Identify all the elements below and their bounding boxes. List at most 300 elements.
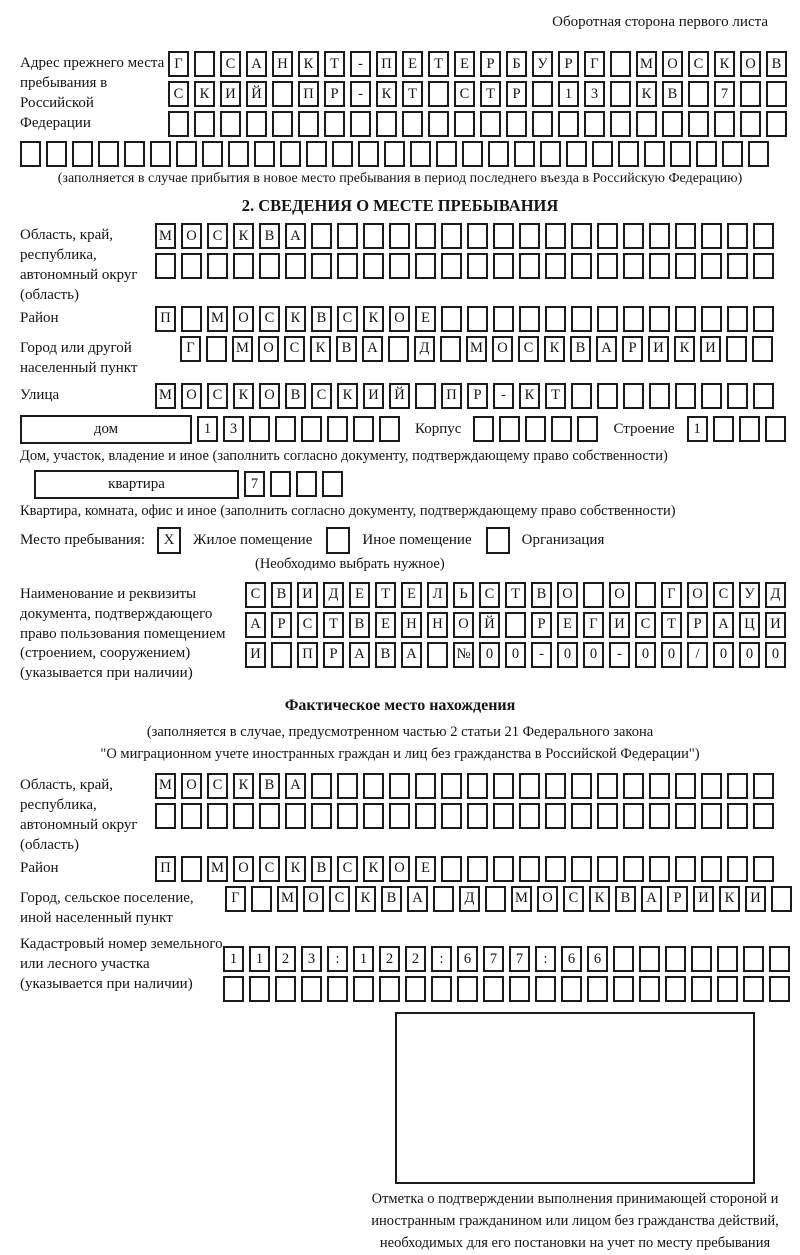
char-cell[interactable]	[765, 416, 786, 442]
char-cell[interactable]: Д	[414, 336, 435, 362]
char-cell[interactable]: М	[466, 336, 487, 362]
char-cell[interactable]: 0	[661, 642, 682, 668]
char-cell[interactable]: В	[311, 306, 332, 332]
char-cell[interactable]: Р	[667, 886, 688, 912]
char-cell[interactable]: А	[401, 642, 422, 668]
char-cell[interactable]: 0	[583, 642, 604, 668]
char-cell[interactable]: Т	[323, 612, 344, 638]
char-cell[interactable]: К	[544, 336, 565, 362]
char-cell[interactable]	[545, 803, 566, 829]
char-cell[interactable]	[769, 976, 790, 1002]
char-cell[interactable]	[467, 856, 488, 882]
char-cell[interactable]	[433, 886, 454, 912]
char-cell[interactable]	[322, 471, 343, 497]
char-cell[interactable]: В	[531, 582, 552, 608]
char-cell[interactable]	[597, 383, 618, 409]
char-cell[interactable]: П	[155, 306, 176, 332]
char-cell[interactable]: К	[589, 886, 610, 912]
char-cell[interactable]	[98, 141, 119, 167]
char-cell[interactable]: О	[453, 612, 474, 638]
char-cell[interactable]	[545, 773, 566, 799]
char-cell[interactable]	[740, 81, 761, 107]
char-cell[interactable]	[181, 253, 202, 279]
char-cell[interactable]: В	[349, 612, 370, 638]
char-cell[interactable]: -	[350, 81, 371, 107]
char-cell[interactable]: К	[233, 383, 254, 409]
char-cell[interactable]: /	[687, 642, 708, 668]
char-cell[interactable]: С	[259, 856, 280, 882]
char-cell[interactable]: Т	[428, 51, 449, 77]
char-cell[interactable]	[298, 111, 319, 137]
char-cell[interactable]	[571, 803, 592, 829]
char-cell[interactable]	[72, 141, 93, 167]
char-cell[interactable]: 7	[714, 81, 735, 107]
char-cell[interactable]: О	[609, 582, 630, 608]
char-cell[interactable]: Р	[687, 612, 708, 638]
char-cell[interactable]	[675, 803, 696, 829]
char-cell[interactable]: А	[285, 773, 306, 799]
char-cell[interactable]	[545, 253, 566, 279]
char-cell[interactable]	[493, 223, 514, 249]
char-cell[interactable]	[662, 111, 683, 137]
char-cell[interactable]: П	[376, 51, 397, 77]
char-cell[interactable]	[639, 946, 660, 972]
char-cell[interactable]	[228, 141, 249, 167]
char-cell[interactable]: С	[284, 336, 305, 362]
char-cell[interactable]	[701, 383, 722, 409]
char-cell[interactable]	[587, 976, 608, 1002]
char-cell[interactable]	[249, 416, 270, 442]
char-cell[interactable]	[473, 416, 494, 442]
char-cell[interactable]	[358, 141, 379, 167]
char-cell[interactable]: О	[233, 856, 254, 882]
char-cell[interactable]	[337, 803, 358, 829]
char-cell[interactable]	[332, 141, 353, 167]
char-cell[interactable]	[415, 383, 436, 409]
stay-type-checkbox-zhiloe[interactable]: X	[157, 527, 181, 554]
char-cell[interactable]	[584, 111, 605, 137]
char-cell[interactable]: Е	[402, 51, 423, 77]
char-cell[interactable]	[701, 856, 722, 882]
char-cell[interactable]: Г	[661, 582, 682, 608]
char-cell[interactable]	[388, 336, 409, 362]
char-cell[interactable]	[363, 253, 384, 279]
char-cell[interactable]: О	[233, 306, 254, 332]
char-cell[interactable]	[545, 306, 566, 332]
char-cell[interactable]: 3	[223, 416, 244, 442]
char-cell[interactable]: 3	[301, 946, 322, 972]
char-cell[interactable]: И	[609, 612, 630, 638]
char-cell[interactable]	[675, 253, 696, 279]
char-cell[interactable]	[540, 141, 561, 167]
char-cell[interactable]: С	[311, 383, 332, 409]
char-cell[interactable]: С	[337, 856, 358, 882]
char-cell[interactable]	[353, 976, 374, 1002]
char-cell[interactable]: А	[641, 886, 662, 912]
char-cell[interactable]: Е	[557, 612, 578, 638]
char-cell[interactable]: Й	[246, 81, 267, 107]
char-cell[interactable]: Т	[661, 612, 682, 638]
char-cell[interactable]: П	[298, 81, 319, 107]
char-cell[interactable]	[493, 253, 514, 279]
char-cell[interactable]: 7	[509, 946, 530, 972]
char-cell[interactable]	[519, 803, 540, 829]
char-cell[interactable]	[337, 773, 358, 799]
char-cell[interactable]	[753, 253, 774, 279]
char-cell[interactable]: Г	[583, 612, 604, 638]
char-cell[interactable]	[220, 111, 241, 137]
char-cell[interactable]: О	[662, 51, 683, 77]
char-cell[interactable]: А	[596, 336, 617, 362]
char-cell[interactable]: -	[531, 642, 552, 668]
char-cell[interactable]	[752, 336, 773, 362]
char-cell[interactable]	[635, 582, 656, 608]
char-cell[interactable]	[376, 111, 397, 137]
char-cell[interactable]: Т	[480, 81, 501, 107]
char-cell[interactable]: А	[362, 336, 383, 362]
char-cell[interactable]: В	[375, 642, 396, 668]
char-cell[interactable]	[675, 773, 696, 799]
char-cell[interactable]	[769, 946, 790, 972]
char-cell[interactable]	[493, 803, 514, 829]
char-cell[interactable]: С	[688, 51, 709, 77]
char-cell[interactable]: 0	[557, 642, 578, 668]
char-cell[interactable]	[467, 773, 488, 799]
char-cell[interactable]	[571, 306, 592, 332]
char-cell[interactable]: Р	[324, 81, 345, 107]
char-cell[interactable]	[254, 141, 275, 167]
char-cell[interactable]: Р	[506, 81, 527, 107]
char-cell[interactable]	[623, 383, 644, 409]
char-cell[interactable]	[233, 803, 254, 829]
char-cell[interactable]	[753, 856, 774, 882]
char-cell[interactable]	[766, 81, 787, 107]
char-cell[interactable]: Е	[401, 582, 422, 608]
char-cell[interactable]	[285, 253, 306, 279]
char-cell[interactable]: 1	[223, 946, 244, 972]
char-cell[interactable]: К	[194, 81, 215, 107]
char-cell[interactable]	[505, 612, 526, 638]
char-cell[interactable]: К	[285, 306, 306, 332]
char-cell[interactable]: К	[636, 81, 657, 107]
char-cell[interactable]: У	[739, 582, 760, 608]
char-cell[interactable]	[561, 976, 582, 1002]
char-cell[interactable]: С	[207, 223, 228, 249]
char-cell[interactable]	[467, 223, 488, 249]
char-cell[interactable]	[296, 471, 317, 497]
char-cell[interactable]	[493, 856, 514, 882]
char-cell[interactable]	[379, 416, 400, 442]
char-cell[interactable]	[467, 306, 488, 332]
char-cell[interactable]	[558, 111, 579, 137]
char-cell[interactable]	[727, 223, 748, 249]
char-cell[interactable]	[727, 773, 748, 799]
char-cell[interactable]	[701, 773, 722, 799]
char-cell[interactable]	[644, 141, 665, 167]
char-cell[interactable]	[535, 976, 556, 1002]
char-cell[interactable]	[480, 111, 501, 137]
char-cell[interactable]: Г	[584, 51, 605, 77]
char-cell[interactable]	[571, 856, 592, 882]
char-cell[interactable]	[613, 946, 634, 972]
char-cell[interactable]: И	[245, 642, 266, 668]
char-cell[interactable]	[597, 306, 618, 332]
char-cell[interactable]: :	[327, 946, 348, 972]
char-cell[interactable]: С	[168, 81, 189, 107]
char-cell[interactable]: А	[245, 612, 266, 638]
char-cell[interactable]	[485, 886, 506, 912]
char-cell[interactable]	[649, 306, 670, 332]
char-cell[interactable]	[337, 223, 358, 249]
char-cell[interactable]: К	[298, 51, 319, 77]
char-cell[interactable]: 0	[713, 642, 734, 668]
char-cell[interactable]	[509, 976, 530, 1002]
char-cell[interactable]	[714, 111, 735, 137]
char-cell[interactable]	[272, 81, 293, 107]
char-cell[interactable]	[428, 81, 449, 107]
char-cell[interactable]	[311, 773, 332, 799]
char-cell[interactable]: П	[441, 383, 462, 409]
char-cell[interactable]	[275, 976, 296, 1002]
char-cell[interactable]	[353, 416, 374, 442]
char-cell[interactable]	[384, 141, 405, 167]
char-cell[interactable]	[519, 223, 540, 249]
char-cell[interactable]: С	[479, 582, 500, 608]
char-cell[interactable]: Н	[272, 51, 293, 77]
char-cell[interactable]: К	[233, 223, 254, 249]
char-cell[interactable]	[691, 946, 712, 972]
char-cell[interactable]	[181, 856, 202, 882]
char-cell[interactable]	[431, 976, 452, 1002]
char-cell[interactable]: О	[389, 856, 410, 882]
char-cell[interactable]: 6	[561, 946, 582, 972]
char-cell[interactable]	[415, 803, 436, 829]
char-cell[interactable]	[688, 81, 709, 107]
char-cell[interactable]	[493, 773, 514, 799]
char-cell[interactable]: :	[535, 946, 556, 972]
char-cell[interactable]	[428, 111, 449, 137]
char-cell[interactable]	[670, 141, 691, 167]
char-cell[interactable]	[597, 803, 618, 829]
char-cell[interactable]	[610, 111, 631, 137]
char-cell[interactable]: М	[155, 383, 176, 409]
char-cell[interactable]: 2	[275, 946, 296, 972]
char-cell[interactable]: Е	[454, 51, 475, 77]
char-cell[interactable]	[285, 803, 306, 829]
char-cell[interactable]: С	[259, 306, 280, 332]
char-cell[interactable]	[525, 416, 546, 442]
char-cell[interactable]: О	[740, 51, 761, 77]
char-cell[interactable]: В	[570, 336, 591, 362]
char-cell[interactable]: В	[259, 773, 280, 799]
char-cell[interactable]	[623, 773, 644, 799]
char-cell[interactable]	[311, 253, 332, 279]
char-cell[interactable]	[753, 773, 774, 799]
char-cell[interactable]: Т	[375, 582, 396, 608]
char-cell[interactable]	[623, 253, 644, 279]
char-cell[interactable]: С	[454, 81, 475, 107]
char-cell[interactable]: М	[232, 336, 253, 362]
char-cell[interactable]: 1	[249, 946, 270, 972]
char-cell[interactable]	[441, 223, 462, 249]
char-cell[interactable]	[545, 856, 566, 882]
char-cell[interactable]: 1	[687, 416, 708, 442]
char-cell[interactable]: Т	[402, 81, 423, 107]
char-cell[interactable]: С	[297, 612, 318, 638]
char-cell[interactable]: И	[220, 81, 241, 107]
char-cell[interactable]	[727, 803, 748, 829]
char-cell[interactable]: К	[674, 336, 695, 362]
char-cell[interactable]: Й	[389, 383, 410, 409]
char-cell[interactable]	[743, 976, 764, 1002]
char-cell[interactable]	[771, 886, 792, 912]
char-cell[interactable]: М	[207, 856, 228, 882]
char-cell[interactable]	[688, 111, 709, 137]
char-cell[interactable]	[363, 803, 384, 829]
char-cell[interactable]	[675, 306, 696, 332]
char-cell[interactable]: Д	[323, 582, 344, 608]
char-cell[interactable]	[467, 803, 488, 829]
char-cell[interactable]: В	[381, 886, 402, 912]
char-cell[interactable]: К	[337, 383, 358, 409]
char-cell[interactable]: Р	[480, 51, 501, 77]
char-cell[interactable]: О	[181, 773, 202, 799]
char-cell[interactable]	[571, 383, 592, 409]
char-cell[interactable]	[168, 111, 189, 137]
char-cell[interactable]	[194, 51, 215, 77]
char-cell[interactable]	[623, 306, 644, 332]
char-cell[interactable]: -	[493, 383, 514, 409]
char-cell[interactable]: О	[557, 582, 578, 608]
char-cell[interactable]: Е	[415, 856, 436, 882]
char-cell[interactable]	[194, 111, 215, 137]
char-cell[interactable]: Р	[558, 51, 579, 77]
char-cell[interactable]	[441, 856, 462, 882]
char-cell[interactable]	[427, 642, 448, 668]
char-cell[interactable]	[519, 773, 540, 799]
char-cell[interactable]	[270, 471, 291, 497]
char-cell[interactable]	[696, 141, 717, 167]
char-cell[interactable]	[207, 803, 228, 829]
char-cell[interactable]	[223, 976, 244, 1002]
char-cell[interactable]	[246, 111, 267, 137]
char-cell[interactable]	[748, 141, 769, 167]
char-cell[interactable]	[701, 253, 722, 279]
char-cell[interactable]: Д	[765, 582, 786, 608]
char-cell[interactable]: Р	[467, 383, 488, 409]
char-cell[interactable]: Е	[375, 612, 396, 638]
char-cell[interactable]	[155, 803, 176, 829]
char-cell[interactable]	[597, 253, 618, 279]
char-cell[interactable]: Г	[180, 336, 201, 362]
char-cell[interactable]: Г	[168, 51, 189, 77]
char-cell[interactable]: Н	[401, 612, 422, 638]
char-cell[interactable]	[363, 773, 384, 799]
char-cell[interactable]	[488, 141, 509, 167]
char-cell[interactable]	[389, 253, 410, 279]
char-cell[interactable]: О	[537, 886, 558, 912]
char-cell[interactable]	[301, 976, 322, 1002]
char-cell[interactable]: К	[519, 383, 540, 409]
char-cell[interactable]: С	[518, 336, 539, 362]
char-cell[interactable]: 1	[558, 81, 579, 107]
char-cell[interactable]: Д	[459, 886, 480, 912]
char-cell[interactable]	[441, 253, 462, 279]
char-cell[interactable]: С	[245, 582, 266, 608]
char-cell[interactable]: Й	[479, 612, 500, 638]
char-cell[interactable]	[727, 306, 748, 332]
char-cell[interactable]	[571, 253, 592, 279]
char-cell[interactable]: О	[181, 223, 202, 249]
char-cell[interactable]	[566, 141, 587, 167]
char-cell[interactable]: П	[297, 642, 318, 668]
char-cell[interactable]	[753, 383, 774, 409]
char-cell[interactable]	[636, 111, 657, 137]
char-cell[interactable]	[337, 253, 358, 279]
char-cell[interactable]: 0	[635, 642, 656, 668]
char-cell[interactable]	[551, 416, 572, 442]
char-cell[interactable]	[597, 773, 618, 799]
char-cell[interactable]: С	[563, 886, 584, 912]
char-cell[interactable]: И	[693, 886, 714, 912]
char-cell[interactable]: 3	[584, 81, 605, 107]
char-cell[interactable]: К	[376, 81, 397, 107]
char-cell[interactable]	[181, 306, 202, 332]
char-cell[interactable]	[713, 416, 734, 442]
char-cell[interactable]: Р	[323, 642, 344, 668]
char-cell[interactable]	[675, 223, 696, 249]
char-cell[interactable]: Н	[427, 612, 448, 638]
char-cell[interactable]	[571, 223, 592, 249]
char-cell[interactable]	[701, 223, 722, 249]
char-cell[interactable]: К	[719, 886, 740, 912]
char-cell[interactable]: 2	[405, 946, 426, 972]
char-cell[interactable]	[717, 946, 738, 972]
char-cell[interactable]	[46, 141, 67, 167]
char-cell[interactable]	[176, 141, 197, 167]
char-cell[interactable]: К	[363, 306, 384, 332]
char-cell[interactable]	[327, 976, 348, 1002]
char-cell[interactable]: 1	[197, 416, 218, 442]
char-cell[interactable]	[233, 253, 254, 279]
char-cell[interactable]	[311, 223, 332, 249]
char-cell[interactable]	[739, 416, 760, 442]
char-cell[interactable]	[155, 253, 176, 279]
stay-type-checkbox-inoe[interactable]	[326, 527, 350, 554]
char-cell[interactable]	[389, 803, 410, 829]
char-cell[interactable]: -	[609, 642, 630, 668]
char-cell[interactable]	[583, 582, 604, 608]
char-cell[interactable]: 1	[353, 946, 374, 972]
char-cell[interactable]	[753, 803, 774, 829]
char-cell[interactable]	[597, 856, 618, 882]
char-cell[interactable]	[389, 223, 410, 249]
char-cell[interactable]	[457, 976, 478, 1002]
char-cell[interactable]: Л	[427, 582, 448, 608]
char-cell[interactable]	[577, 416, 598, 442]
char-cell[interactable]: А	[349, 642, 370, 668]
char-cell[interactable]	[259, 803, 280, 829]
char-cell[interactable]: И	[700, 336, 721, 362]
char-cell[interactable]: К	[355, 886, 376, 912]
char-cell[interactable]	[415, 253, 436, 279]
char-cell[interactable]: В	[662, 81, 683, 107]
char-cell[interactable]: С	[337, 306, 358, 332]
char-cell[interactable]	[649, 383, 670, 409]
char-cell[interactable]	[402, 111, 423, 137]
char-cell[interactable]	[202, 141, 223, 167]
char-cell[interactable]	[514, 141, 535, 167]
